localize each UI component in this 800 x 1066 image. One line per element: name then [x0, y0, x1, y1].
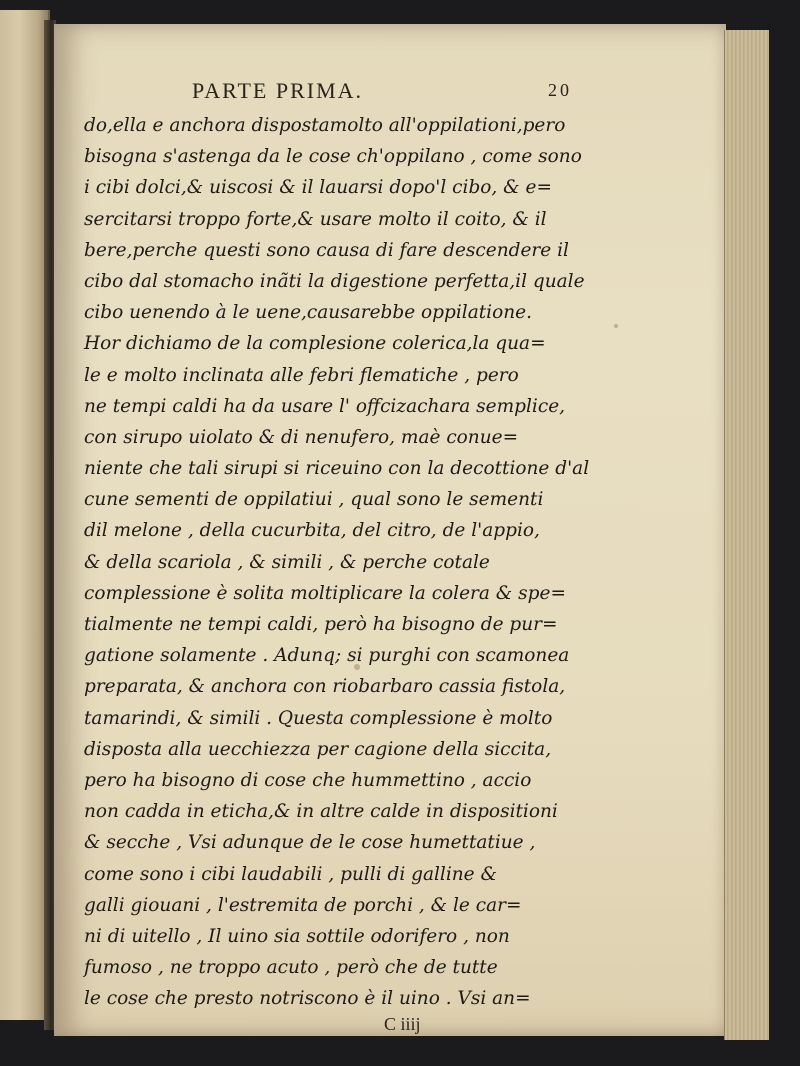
text-line: pero ha bisogno di cose che hummettino , accio: [84, 769, 532, 791]
text-line: gatione solamente . Adunq; si purghi con scamonea: [84, 645, 570, 667]
page-number: 20: [548, 80, 572, 100]
text-line: i cibi dolci,& uiscosi & il lauarsi dopo'l cibo, & e=: [84, 177, 552, 199]
text-line: le cose che presto notriscono è il uino . Vsi an=: [84, 988, 531, 1010]
text-line: le e molto inclinata alle febri flematiche , pero: [84, 364, 519, 386]
text-line: cune sementi de oppilatiui , qual sono le sementi: [84, 489, 544, 511]
text-line: tamarindi, & simili . Questa complessione è molto: [84, 707, 553, 729]
text-line: galli giouani , l'estremita de porchi , & le car=: [84, 894, 522, 916]
text-line: disposta alla uecchiezza per cagione della siccita,: [84, 738, 552, 760]
text-line: cibo uenendo à le uene,causarebbe oppilatione.: [84, 302, 532, 324]
page-footer: [84, 1014, 520, 1042]
text-block: [84, 78, 590, 1042]
text-line: dil melone , della cucurbita, del citro, de l'appio,: [84, 520, 540, 542]
text-line: bere,perche questi sono causa di fare descendere il: [84, 239, 569, 261]
text-line: sercitarsi troppo forte,& usare molto il coito, & il: [84, 208, 547, 230]
text-line: cibo dal stomacho inãti la digestione perfetta,il quale: [84, 270, 585, 292]
body-text: [84, 110, 590, 1014]
text-line: bisogna s'astenga da le cose ch'oppilano , come sono: [84, 146, 582, 168]
text-line: con sirupo uiolato & di nenufero, maè conue=: [84, 426, 519, 448]
text-line: niente che tali sirupi si riceuino con la decottione d'al: [84, 458, 590, 480]
text-line: come sono i cibi laudabili , pulli di galline &: [84, 863, 497, 885]
text-line: complessione è solita moltiplicare la colera & spe=: [84, 582, 566, 604]
paper-stain: [614, 324, 618, 328]
text-line: & secche , Vsi adunque de le cose humettatiue ,: [84, 832, 536, 854]
page-edges: [724, 30, 769, 1040]
text-line: & della scariola , & simili , & perche cotale: [84, 551, 490, 573]
running-head: PARTE PRIMA.: [192, 78, 364, 103]
text-line: do,ella e anchora dispostamolto all'oppilationi,pero: [84, 115, 566, 136]
text-line: preparata, & anchora con riobarbaro cassia fistola,: [84, 676, 566, 698]
text-line: ne tempi caldi ha da usare l' offcizachara semplice,: [84, 395, 566, 417]
text-line: Hor dichiamo de la complesione colerica,la qua=: [84, 333, 546, 355]
page-header: [192, 78, 572, 110]
left-page-edge: [0, 10, 50, 1020]
text-line: fumoso , ne troppo acuto , però che de tutte: [84, 957, 498, 979]
text-line: non cadda in eticha,& in altre calde in dispositioni: [84, 801, 558, 823]
signature-mark: C iiij: [384, 1014, 421, 1035]
text-line: ni di uitello , Il uino sia sottile odorifero , non: [84, 925, 510, 947]
text-line: tialmente ne tempi caldi, però ha bisogno de pur=: [84, 614, 558, 635]
